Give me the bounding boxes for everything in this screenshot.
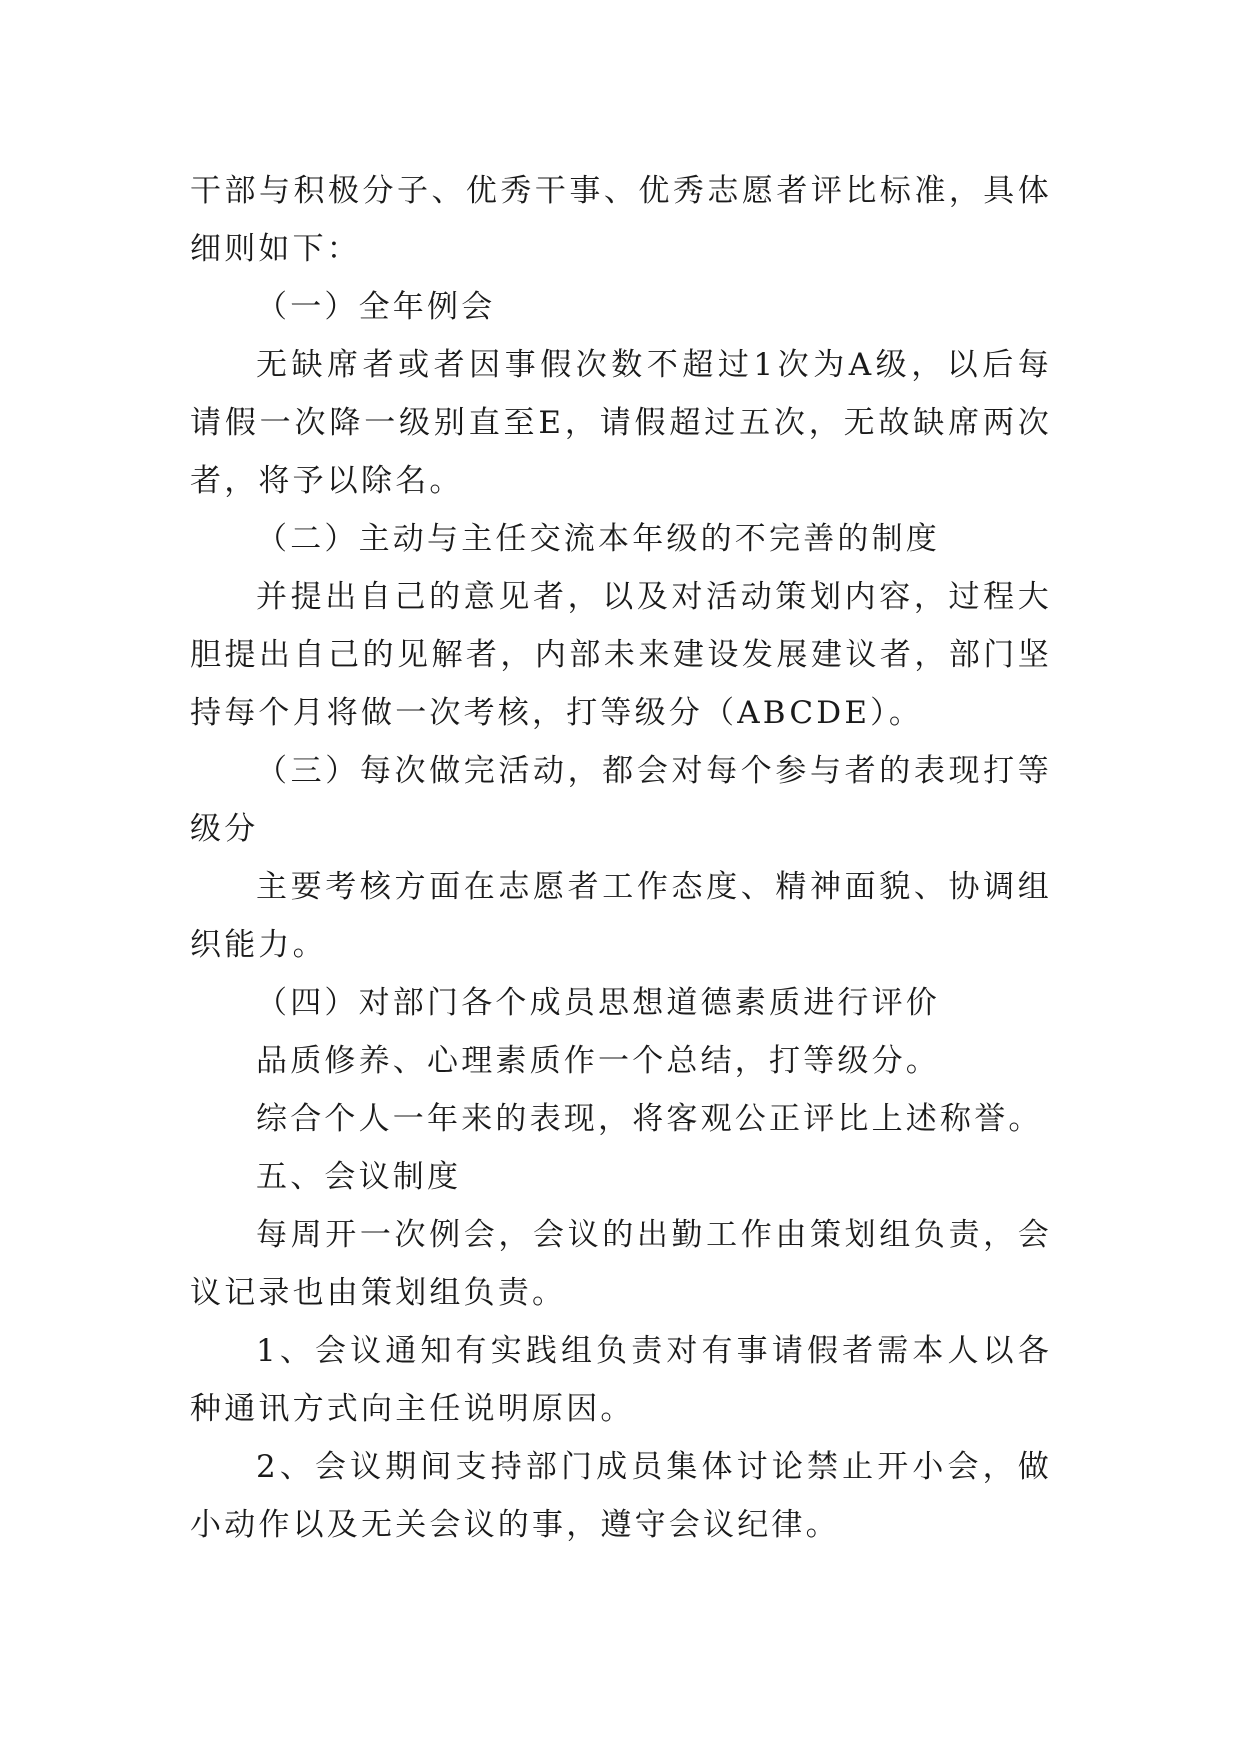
paragraph-opinions: 并提出自己的意见者，以及对活动策划内容，过程大胆提出自己的见解者，内部未来建设发展建议者，部门坚持每个月将做一次考核，打等级分（ABCDE）。 bbox=[190, 579, 1052, 731]
paragraph-overall-evaluation: 综合个人一年来的表现，将客观公正评比上述称誉。 bbox=[256, 1101, 1043, 1137]
paragraph-weekly-meeting: 每周开一次例会，会议的出勤工作由策划组负责，会议记录也由策划组负责。 bbox=[190, 1217, 1052, 1311]
document-body bbox=[190, 162, 1052, 1554]
paragraph-intro: 干部与积极分子、优秀干事、优秀志愿者评比标准，具体细则如下： bbox=[190, 173, 1052, 267]
paragraph-quality-summary: 品质修养、心理素质作一个总结，打等级分。 bbox=[256, 1043, 940, 1079]
heading-communication: （二）主动与主任交流本年级的不完善的制度 bbox=[256, 521, 940, 557]
heading-annual-meeting: （一）全年例会 bbox=[256, 289, 496, 325]
paragraph-assessment-aspects: 主要考核方面在志愿者工作态度、精神面貌、协调组织能力。 bbox=[190, 869, 1052, 963]
heading-moral-evaluation: （四）对部门各个成员思想道德素质进行评价 bbox=[256, 985, 940, 1021]
paragraph-meeting-notice: 1、会议通知有实践组负责对有事请假者需本人以各种通讯方式向主任说明原因。 bbox=[190, 1333, 1052, 1427]
paragraph-meeting-discipline: 2、会议期间支持部门成员集体讨论禁止开小会，做小动作以及无关会议的事，遵守会议纪律。 bbox=[190, 1449, 1052, 1543]
paragraph-attendance-rule: 无缺席者或者因事假次数不超过1次为A级，以后每请假一次降一级别直至E，请假超过五次，无故缺席两次者，将予以除名。 bbox=[190, 347, 1052, 499]
heading-meeting-system: 五、会议制度 bbox=[256, 1159, 462, 1195]
heading-activity-grading: （三）每次做完活动，都会对每个参与者的表现打等级分 bbox=[190, 753, 1052, 847]
